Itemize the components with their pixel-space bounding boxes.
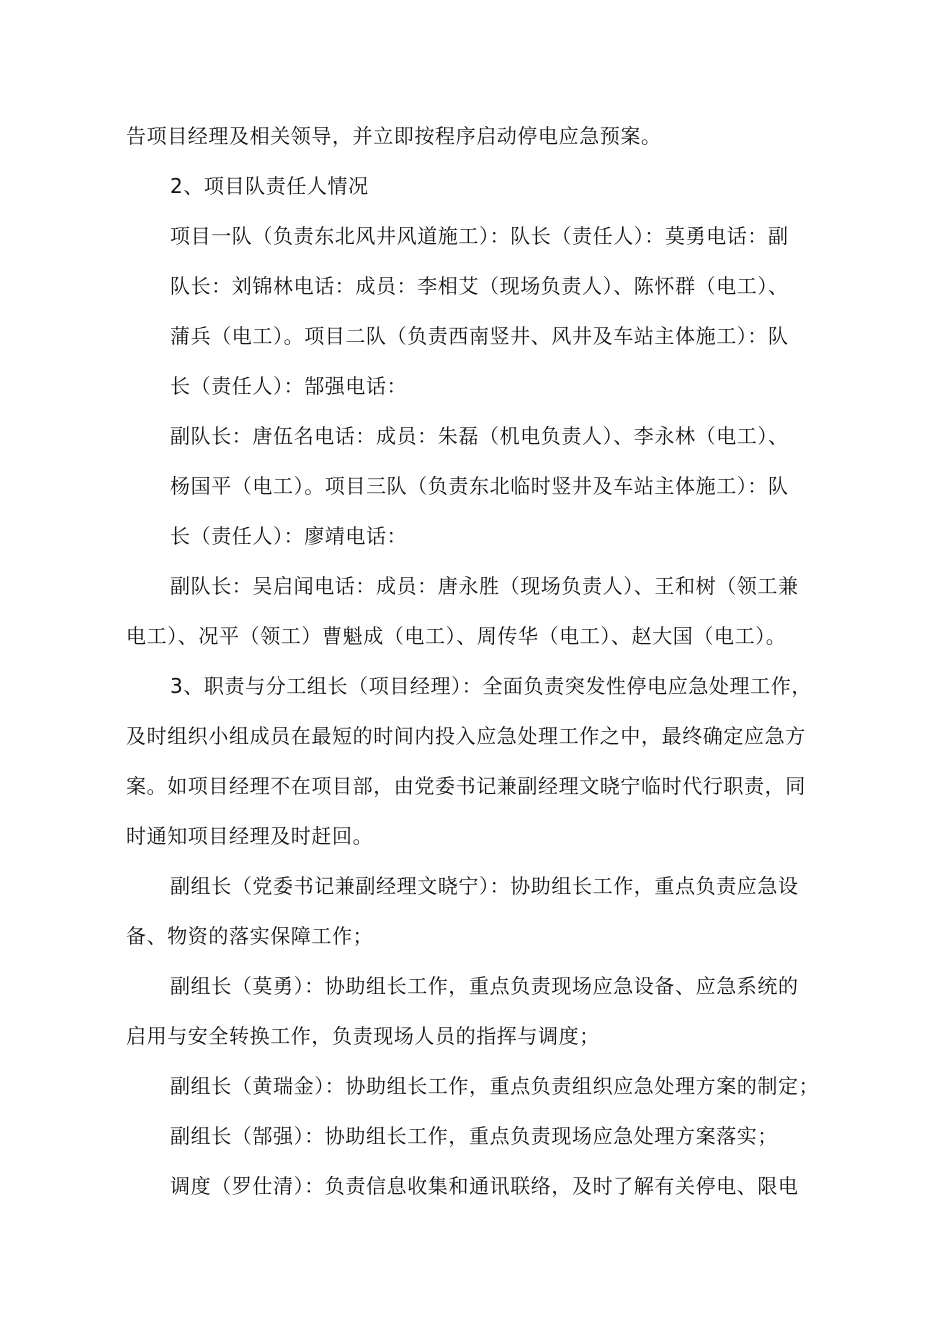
text-line: 队长：刘锦林电话：成员：李相艾（现场负责人）、陈怀群（电工）、 xyxy=(170,274,789,298)
text-line: 电工）、况平（领工）曹魁成（电工）、周传华（电工）、赵大国（电工）。 xyxy=(126,624,787,648)
text-line: 长（责任人）：廖靖电话： xyxy=(170,524,408,548)
text-line: 蒲兵（电工）。项目二队（负责西南竖井、风井及车站主体施工）：队 xyxy=(170,324,789,348)
text-line: 副组长（莫勇）：协助组长工作，重点负责现场应急设备、应急系统的 xyxy=(170,974,799,998)
text-line: 启用与安全转换工作，负责现场人员的指挥与调度； xyxy=(126,1024,600,1048)
text-line: 案。如项目经理不在项目部，由党委书记兼副经理文晓宁临时代行职责，同 xyxy=(126,774,806,798)
text-line: 备、物资的落实保障工作； xyxy=(126,924,374,948)
text-line: 长（责任人）：郜强电话： xyxy=(170,374,408,398)
text-line: 副队长：唐伍名电话：成员：朱磊（机电负责人）、李永林（电工）、 xyxy=(170,424,789,448)
section-heading: 2、项目队责任人情况 xyxy=(170,174,369,198)
document-body xyxy=(126,111,850,1211)
text-line: 副组长（郜强）：协助组长工作，重点负责现场应急处理方案落实； xyxy=(170,1124,778,1148)
text-line: 及时组织小组成员在最短的时间内投入应急处理工作之中，最终确定应急方 xyxy=(126,724,806,748)
text-line: 时通知项目经理及时赶回。 xyxy=(126,824,374,848)
text-line: 告项目经理及相关领导，并立即按程序启动停电应急预案。 xyxy=(126,124,662,148)
text-line: 副队长：吴启闻电话：成员：唐永胜（现场负责人）、王和树（领工兼 xyxy=(170,574,799,598)
section-heading: 3、职责与分工组长（项目经理）：全面负责突发性停电应急处理工作， xyxy=(170,674,812,698)
text-line: 调度（罗仕清）：负责信息收集和通讯联络，及时了解有关停电、限电 xyxy=(170,1174,799,1198)
text-line: 副组长（黄瑞金）：协助组长工作，重点负责组织应急处理方案的制定； xyxy=(170,1074,820,1098)
text-line: 副组长（党委书记兼副经理文晓宁）：协助组长工作，重点负责应急设 xyxy=(170,874,799,898)
text-line: 项目一队（负责东北风井风道施工）：队长（责任人）：莫勇电话：副 xyxy=(170,224,789,248)
text-line: 杨国平（电工）。项目三队（负责东北临时竖井及车站主体施工）：队 xyxy=(170,474,789,498)
